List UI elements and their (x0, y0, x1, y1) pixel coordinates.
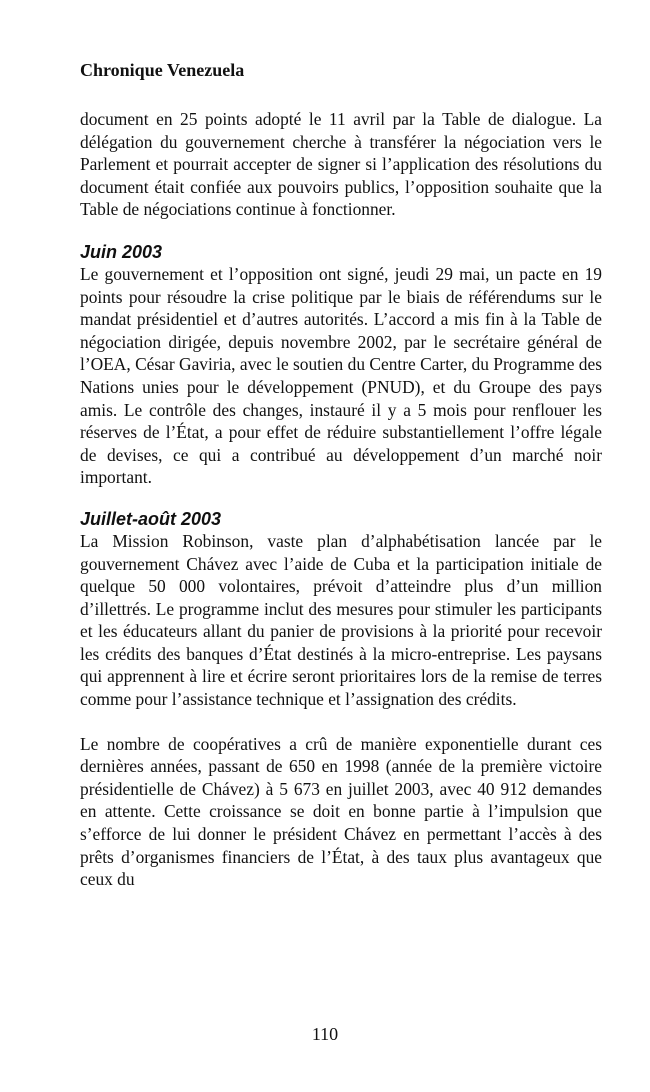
section-heading-juin-2003: Juin 2003 (80, 241, 163, 262)
paragraph-juin-2003: Le gouvernement et l’opposition ont signé, jeudi 29 mai, un pacte en 19 points pour résoudre la crise politique par le biais de référendums sur le mandat présidentiel et d’autres autorités. L’accord a mis fin à la Table de négociation dirigée, depuis novembre 2002, par le secrétaire général de l’OEA, César Gaviria, avec le soutien du Centre Carter, du Programme des Nations unies pour le développement (PNUD), et du Groupe des pays amis. Le contrôle des changes, instauré il y a 5 mois pour renflouer les réserves de l’État, a pour effet de réduire substantiellement l’offre légale de devises, ce qui a contribué au développement d’un marché noir important. (80, 263, 602, 488)
page-content (80, 58, 602, 891)
paragraph-mission-robinson: La Mission Robinson, vaste plan d’alphabétisation lancée par le gouvernement Chávez avec l’aide de Cuba et la participation initiale de quelque 50 000 volontaires, prévoit d’atteindre plus d’un million d’illettrés. Le programme inclut des mesures pour stimuler les participants et les éducateurs allant du panier de provisions à la priorité pour recevoir les crédits des banques d’État destinés à la micro-entreprise. Les paysans qui apprennent à lire et écrire seront prioritaires lors de la remise de terres comme pour l’assistance technique et l’assignation des crédits. (80, 530, 602, 710)
intro-paragraph: document en 25 points adopté le 11 avril par la Table de dialogue. La délégation du gouvernement cherche à transférer la négociation vers le Parlement et pourrait accepter de signer si l’application des résolutions du document était confiée aux pouvoirs publics, l’opposition souhaite que la Table de négociations continue à fonctionner. (80, 109, 602, 220)
running-title: Chronique Venezuela (80, 60, 245, 80)
paragraph-cooperatives: Le nombre de coopératives a crû de manière exponentielle durant ces dernières années, passant de 650 en 1998 (année de la première victoire présidentielle de Chávez) à 5 673 en juillet 2003, avec 40 912 demandes en attente. Cette croissance se doit en bonne partie à l’impulsion que s’efforce de lui donner le président Chávez en permettant l’accès à des prêts d’organismes financiers de l’État, à des taux plus avantageux que ceux du (80, 733, 602, 890)
section-heading-juillet-aout-2003: Juillet-août 2003 (80, 508, 222, 529)
page-number: 110 (311, 1024, 339, 1044)
